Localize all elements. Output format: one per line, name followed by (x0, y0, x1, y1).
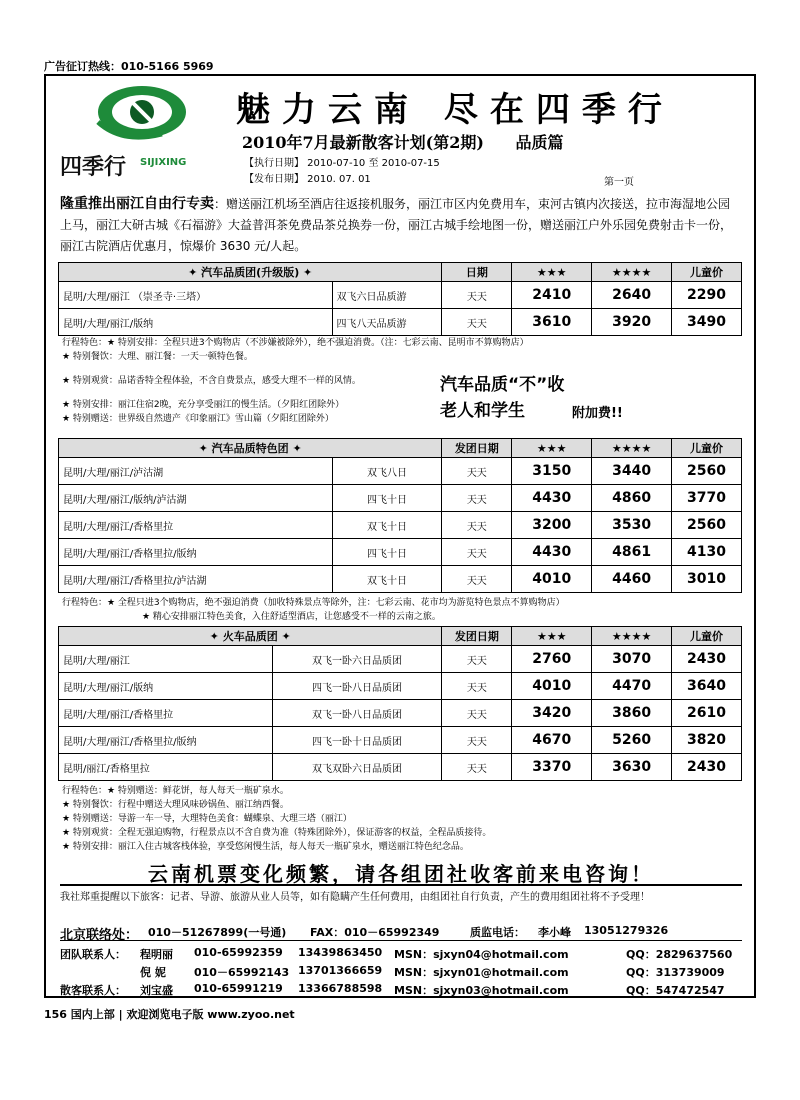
depart-date: 天天 (442, 566, 512, 593)
price-4star: 4860 (592, 485, 672, 512)
plan-title (242, 130, 564, 153)
price-child: 3640 (672, 673, 742, 700)
tour-type: 双飞十日 (332, 512, 442, 539)
tour-type: 双飞双卧六日品质团 (272, 754, 442, 781)
contact-mobile: 13366788598 (298, 982, 383, 995)
tour-type: 双飞十日 (332, 566, 442, 593)
section3-notes (62, 784, 742, 854)
depart-date: 天天 (442, 646, 512, 673)
callout-surcharge: 附加费!! (572, 406, 623, 421)
brand-name-en: SIJIXING (140, 157, 187, 168)
airfare-banner: 云南机票变化频繁，请各组团社收客前来电咨询！ (60, 858, 742, 886)
tour-type: 四飞十日 (332, 539, 442, 566)
price-3star: 4010 (512, 566, 592, 593)
price-child: 4130 (672, 539, 742, 566)
price-4star: 5260 (592, 727, 672, 754)
price-child: 2610 (672, 700, 742, 727)
plan-dates (244, 156, 440, 188)
price-3star: 4670 (512, 727, 592, 754)
col-date: 发团日期 (442, 627, 512, 646)
table-header (59, 263, 742, 282)
col-date: 发团日期 (442, 439, 512, 458)
route: 昆明/大理/丽江/版纳/泸沽湖 (59, 485, 333, 512)
contact-msn: MSN：sjxyn03@hotmail.com (394, 984, 569, 997)
depart-date: 天天 (442, 539, 512, 566)
beijing-contact (60, 924, 742, 941)
price-3star: 3420 (512, 700, 592, 727)
brand-name: 四季行 (60, 155, 127, 180)
depart-date: 天天 (442, 700, 512, 727)
beijing-label: 北京联络处： (60, 928, 139, 943)
contact-qq: QQ：313739009 (626, 966, 725, 979)
quality-tel: 13051279326 (584, 924, 669, 937)
note-line: ★ 特别餐饮：大理、丽江餐：一天一顿特色餐。 (62, 352, 253, 362)
route: 昆明/大理/丽江/泸沽湖 (59, 458, 333, 485)
note-line: ★ 特别餐饮：行程中赠送大理风味砂锅鱼、丽江纳西餐。 (62, 800, 289, 810)
price-3star: 4430 (512, 539, 592, 566)
price-4star: 4460 (592, 566, 672, 593)
col-3star: ★★★ (512, 627, 592, 646)
intro-body: ：赠送丽江机场至酒店往返接机服务，丽江市区内免费用车，束河古镇内次接送，拉市海湿地公园上马，丽江大研古城《石福游》大益普洱茶免费品茶兑换券一份，丽江古城手绘地图一份，赠送丽江户外乐园免费射击卡一份，丽江古院酒店优惠月，惊爆价 3630 元/人起。 (60, 197, 733, 253)
price-child: 3490 (672, 309, 742, 336)
table-row (59, 673, 742, 700)
table-car-upgrade (58, 262, 742, 336)
contact-name: 刘宝盛 (140, 984, 173, 997)
depart-date: 天天 (442, 673, 512, 700)
tour-type: 双飞八日 (332, 458, 442, 485)
price-3star: 3200 (512, 512, 592, 539)
depart-date: 天天 (442, 282, 512, 309)
table-header (59, 439, 742, 458)
route: 昆明/大理/丽江/香格里拉/泸沽湖 (59, 566, 333, 593)
beijing-tel: 010－51267899(一号通) (148, 926, 287, 939)
ad-hotline: 广告征订热线：010-5166 5969 (44, 60, 214, 73)
price-3star: 2760 (512, 646, 592, 673)
col-4star: ★★★★ (592, 627, 672, 646)
price-4star: 3860 (592, 700, 672, 727)
price-4star: 3920 (592, 309, 672, 336)
price-child: 3010 (672, 566, 742, 593)
tour-type: 四飞一卧八日品质团 (272, 673, 442, 700)
depart-date: 天天 (442, 512, 512, 539)
col-child: 儿童价 (672, 627, 742, 646)
table-train (58, 626, 742, 781)
price-child: 2430 (672, 754, 742, 781)
section-title: ✦ 火车品质团 ✦ (59, 627, 442, 646)
route: 昆明/丽江/香格里拉 (59, 754, 273, 781)
table-row (59, 646, 742, 673)
section-title: ✦ 汽车品质特色团 ✦ (59, 439, 442, 458)
table-row (59, 282, 742, 309)
contact-msn: MSN：sjxyn01@hotmail.com (394, 966, 569, 979)
fax: FAX：010－65992349 (310, 926, 440, 939)
callout-no-fee: 汽车品质“不”收 (440, 375, 565, 395)
col-child: 儿童价 (672, 439, 742, 458)
price-3star: 4010 (512, 673, 592, 700)
table-row (59, 512, 742, 539)
price-4star: 3070 (592, 646, 672, 673)
col-3star: ★★★ (512, 439, 592, 458)
route: 昆明/大理/丽江/香格里拉 (59, 512, 333, 539)
tour-type: 四飞八天品质游 (332, 309, 442, 336)
price-4star: 3530 (592, 512, 672, 539)
plan-tag: 品质篇 (515, 133, 564, 152)
price-3star: 3370 (512, 754, 592, 781)
contact-mobile: 13701366659 (298, 964, 383, 977)
contact-row (60, 982, 742, 998)
contact-name: 程明丽 (140, 948, 173, 961)
intro-title: 隆重推出丽江自由行专卖 (60, 196, 214, 212)
price-4star: 3630 (592, 754, 672, 781)
contact-role: 散客联系人： (60, 984, 126, 997)
tour-type: 四飞十日 (332, 485, 442, 512)
price-4star: 3440 (592, 458, 672, 485)
tour-type: 双飞一卧八日品质团 (272, 700, 442, 727)
route: 昆明/大理/丽江/香格里拉/版纳 (59, 539, 333, 566)
route: 昆明/大理/丽江/版纳 (59, 309, 333, 336)
quality-label: 质监电话： (470, 926, 525, 939)
contact-qq: QQ：2829637560 (626, 948, 733, 961)
price-child: 3820 (672, 727, 742, 754)
price-3star: 3150 (512, 458, 592, 485)
table-row (59, 539, 742, 566)
page-footer: 156 国内上部 | 欢迎浏览电子版 www.zyoo.net (44, 1008, 295, 1021)
tour-type: 四飞一卧十日品质团 (272, 727, 442, 754)
contact-mobile: 13439863450 (298, 946, 383, 959)
tour-type: 双飞六日品质游 (332, 282, 442, 309)
route: 昆明/大理/丽江/香格里拉/版纳 (59, 727, 273, 754)
contact-row (60, 964, 742, 980)
price-child: 2560 (672, 458, 742, 485)
note-line: ★ 特别观赏：全程无强迫购物，行程景点以不含自费为准（特殊团除外），保证游客的权益，全程品质接待。 (62, 828, 492, 838)
note-line: ★ 特别赠送：导游一车一导，大理特色美食：蝴蝶泉、大理三塔（丽江） (62, 814, 352, 824)
tour-type: 双飞一卧六日品质团 (272, 646, 442, 673)
price-3star: 3610 (512, 309, 592, 336)
note-line: 行程特色：★ 特别安排：全程只进3个购物店（不涉嫌被除外），绝不强迫消费。（注：七彩云南、昆明市不算购物店） (62, 338, 529, 348)
table-row (59, 485, 742, 512)
note-line: ★ 特别观赏：品诺香特全程体验，不含自费景点，感受大理不一样的风情。 (62, 376, 361, 386)
note-line: ★ 特别赠送：世界级自然遗产《印象丽江》雪山篇（夕阳红团除外） (62, 414, 334, 424)
depart-date: 天天 (442, 727, 512, 754)
price-child: 3770 (672, 485, 742, 512)
price-3star: 4430 (512, 485, 592, 512)
depart-date: 天天 (442, 309, 512, 336)
table-row (59, 458, 742, 485)
table-row (59, 727, 742, 754)
col-3star: ★★★ (512, 263, 592, 282)
depart-date: 天天 (442, 485, 512, 512)
table-row (59, 566, 742, 593)
contact-tel: 010-65991219 (194, 982, 283, 995)
release-date: 【发布日期】 2010. 07. 01 (244, 174, 371, 185)
route: 昆明/大理/丽江/版纳 (59, 673, 273, 700)
col-4star: ★★★★ (592, 263, 672, 282)
intro-paragraph (60, 194, 740, 257)
col-date: 日期 (442, 263, 512, 282)
note-line: 行程特色：★ 特别赠送：鲜花饼，每人每天一瓶矿泉水。 (62, 786, 289, 796)
note-line: ★ 特别安排：丽江住宿2晚，充分享受丽江的慢生活。（夕阳红团除外） (62, 400, 345, 410)
contact-name: 倪 妮 (140, 966, 166, 979)
price-child: 2430 (672, 646, 742, 673)
section1-notes (62, 336, 732, 426)
note-line: ★ 精心安排丽江特色美食，入住舒适型酒店，让您感受不一样的云南之旅。 (142, 612, 441, 622)
price-4star: 4470 (592, 673, 672, 700)
col-4star: ★★★★ (592, 439, 672, 458)
table-car-feature (58, 438, 742, 593)
price-child: 2290 (672, 282, 742, 309)
price-3star: 2410 (512, 282, 592, 309)
route: 昆明/大理/丽江/香格里拉 (59, 700, 273, 727)
table-row (59, 309, 742, 336)
price-child: 2560 (672, 512, 742, 539)
contact-tel: 010-65992359 (194, 946, 283, 959)
plan-title-text: 2010年7月最新散客计划(第2期) (242, 133, 484, 152)
depart-date: 天天 (442, 458, 512, 485)
route: 昆明/大理/丽江 (59, 646, 273, 673)
exec-date: 【执行日期】 2010-07-10 至 2010-07-15 (244, 158, 440, 169)
table-row (59, 700, 742, 727)
section2-notes (62, 596, 742, 624)
contact-role: 团队联系人： (60, 948, 126, 961)
price-4star: 2640 (592, 282, 672, 309)
col-child: 儿童价 (672, 263, 742, 282)
note-line: 行程特色：★ 全程只进3个购物店，绝不强迫消费（加收特殊景点等除外，注：七彩云南、花市均为游览特色景点不算购物店） (62, 598, 565, 608)
quality-name: 李小峰 (538, 926, 571, 939)
page-number: 第一页 (604, 177, 634, 188)
table-header (59, 627, 742, 646)
price-4star: 4861 (592, 539, 672, 566)
note-line: ★ 特别安排：丽江入住古城客栈体验，享受悠闲慢生活，每人每天一瓶矿泉水，赠送丽江特色纪念品。 (62, 842, 469, 852)
disclaimer: 我社郑重提醒以下旅客：记者、导游、旅游从业人员等，如有隐瞒产生任何费用，由组团社自行负责，产生的费用组团社将不予受理！ (60, 892, 650, 903)
section-title: ✦ 汽车品质团(升级版) ✦ (59, 263, 442, 282)
contact-tel: 010－65992143 (194, 966, 290, 979)
contact-row (60, 946, 742, 962)
logo-swirl-icon (92, 82, 188, 146)
slogan: 魅力云南 尽在四季行 (236, 90, 674, 130)
table-row (59, 754, 742, 781)
contact-msn: MSN：sjxyn04@hotmail.com (394, 948, 569, 961)
route: 昆明/大理/丽江 （崇圣寺·三塔） (59, 282, 333, 309)
callout-elder-student: 老人和学生 (440, 401, 525, 421)
depart-date: 天天 (442, 754, 512, 781)
logo (92, 82, 188, 146)
contact-qq: QQ：547472547 (626, 984, 725, 997)
